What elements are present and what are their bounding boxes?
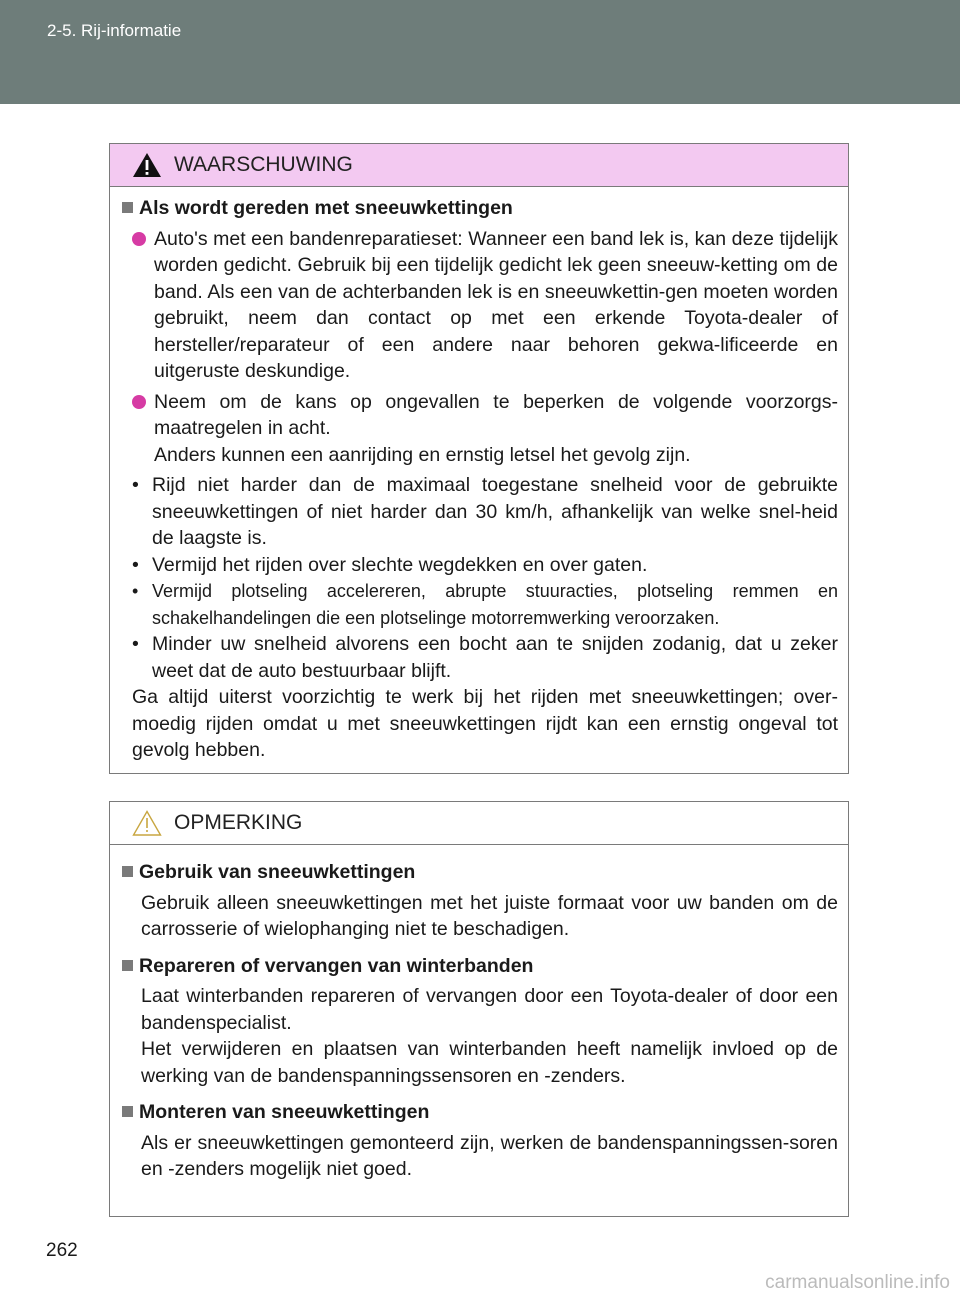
bullet-text: Auto's met een bandenreparatieset: Wanneer een band lek is, kan deze tijdelijk worden gedicht. Gebruik bij een tijdelijk gedicht lek geen sneeuw-ketting om de band. Als een van de achterbanden lek is en sneeuwkettin-gen moeten worden gebruikt, neem dan contact op met een erkende Toyota-dealer of hersteller/reparateur of een andere naar behoren gekwa-lificeerde en uitgeruste deskundige. [154,227,838,382]
note-heading-3 [120,1099,838,1126]
warning-header [110,144,848,187]
sub-list-item [132,552,838,579]
bullet-text: Anders kunnen een aanrijding en ernstig letsel het gevolg zijn. [154,443,691,466]
note-box [109,801,849,1217]
section-title: 2-5. Rij-informatie [47,21,182,40]
sub-list-item [132,631,838,684]
sub-text: Vermijd plotseling accelereren, abrupte stuuracties, plotseling remmen en schakelhandelingen die een plotselinge motorremwerking veroorzaken. [152,581,838,628]
note-paragraph: Laat winterbanden repareren of vervangen door een Toyota-dealer of door een bandenspecialist. [141,985,838,1034]
note-heading-text: Gebruik van sneeuwkettingen [139,861,416,883]
page-header [0,0,960,104]
note-title: OPMERKING [174,811,303,834]
watermark-text: carmanualsonline.info [765,1272,950,1293]
square-bullet-icon [122,202,133,213]
middot-bullet-icon: • [132,633,139,655]
note-heading-1 [120,859,838,886]
note-paragraph: Als er sneeuwkettingen gemonteerd zijn, werken de bandenspanningssen-soren en -zenders mogelijk niet goed. [141,1131,838,1180]
middot-bullet-icon: • [132,581,139,601]
list-item [120,226,838,385]
dot-bullet-icon [132,395,146,409]
note-heading-2 [120,953,838,980]
dot-bullet-icon [132,232,146,246]
warning-closing-text: Ga altijd uiterst voorzichtig te werk bij het rijden met sneeuwkettingen; over-moedig rijden omdat u met sneeuwkettingen rijdt kan een ernstig ongeval tot gevolg hebben. [132,686,838,761]
sub-text: Rijd niet harder dan de maximaal toegestane snelheid voor de gebruikte sneeuwkettingen of niet harder dan 30 km/h, afhankelijk van welke snel-heid de laagste is. [152,474,838,549]
note-heading-text: Repareren of vervangen van winterbanden [139,954,534,977]
warning-heading-text: Als wordt gereden met sneeuwkettingen [139,197,513,219]
sub-text: Vermijd het rijden over slechte wegdekken en over gaten. [152,553,648,576]
page-number: 262 [46,1240,78,1261]
note-heading-text: Monteren van sneeuwkettingen [139,1101,430,1123]
sub-list-item [132,578,838,631]
square-bullet-icon [122,960,133,971]
middot-bullet-icon: • [132,474,139,496]
bullet-text: Neem om de kans op ongevallen te beperken de volgende voorzorgs-maatregelen in acht. [154,390,838,439]
note-header [110,802,848,845]
square-bullet-icon [122,1106,133,1117]
sub-list-item [132,472,838,552]
warning-title: WAARSCHUWING [174,153,353,176]
sub-text: Minder uw snelheid alvorens een bocht aan te snijden zodanig, dat u zeker weet dat de auto bestuurbaar blijft. [152,633,838,682]
warning-triangle-icon [132,152,162,178]
note-paragraph: Het verwijderen en plaatsen van winterbanden heeft namelijk invloed op de werking van de bandenspanningssensoren en -zenders. [141,1038,838,1087]
square-bullet-icon [122,866,133,877]
warning-heading [120,195,838,222]
caution-triangle-icon [132,810,162,836]
middot-bullet-icon: • [132,553,139,576]
note-paragraph: Gebruik alleen sneeuwkettingen met het juiste formaat voor uw banden om de carrosserie of wielophanging niet te beschadigen. [141,891,838,940]
warning-box [109,143,849,774]
list-item [120,389,838,469]
